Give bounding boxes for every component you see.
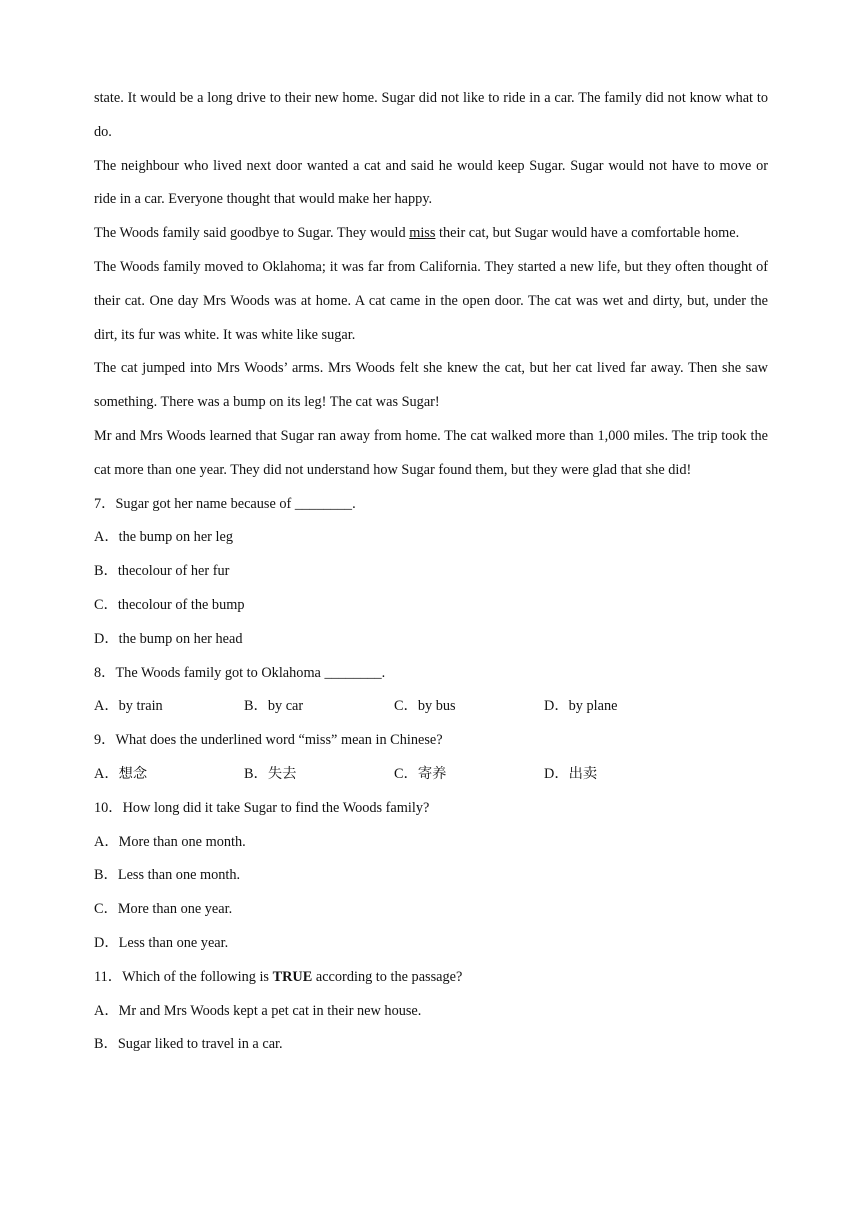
question-10-option-d: D．Less than one year.: [94, 934, 229, 951]
question-7-option-b: B．thecolour of her fur: [94, 563, 230, 580]
question-8-option-b: B．by car: [244, 698, 304, 715]
question-8-stem: 8．The Woods family got to Oklahoma ________.: [94, 664, 386, 681]
question-10-stem: 10．How long did it take Sugar to find the Woods family?: [94, 799, 430, 816]
question-9-options: [94, 758, 768, 792]
question-9-stem: 9．What does the underlined word “miss” mean in Chinese?: [94, 732, 443, 749]
question-8-option-a: A．by train: [94, 698, 163, 715]
question-7-option-c: C．thecolour of the bump: [94, 596, 245, 613]
question-11-stem: [94, 961, 768, 995]
question-9-option-c: C．寄养: [394, 765, 447, 782]
question-7-option-d: D．the bump on her head: [94, 630, 243, 647]
question-10-option-b: B．Less than one month.: [94, 867, 241, 884]
passage-paragraph-3: [94, 217, 768, 251]
question-8-options: [94, 690, 768, 724]
question-11-option-a: A．Mr and Mrs Woods kept a pet cat in their new house.: [94, 1002, 422, 1019]
passage-paragraph-6: Mr and Mrs Woods learned that Sugar ran away from home. The cat walked more than 1,000 miles. The trip took the cat more than one year. They did not understand how Sugar found them, but they were glad that she did!: [94, 427, 768, 478]
question-11-stem-before: 11．Which of the following is: [94, 968, 273, 985]
paragraph-3-text-after: their cat, but Sugar would have a comfortable home.: [435, 225, 740, 242]
question-11-stem-after: according to the passage?: [312, 968, 463, 985]
question-10-option-a: A．More than one month.: [94, 833, 246, 850]
question-7-option-a: A．the bump on her leg: [94, 529, 233, 546]
question-11-stem-bold: TRUE: [272, 968, 313, 985]
document-page: [94, 82, 768, 1062]
passage-paragraph-4: The Woods family moved to Oklahoma; it was far from California. They started a new life, but they often thought of their cat. One day Mrs Woods was at home. A cat came in the open door. The cat was wet and dirty, but, under the dirt, its fur was white. It was white like sugar.: [94, 258, 768, 343]
question-7-stem: 7．Sugar got her name because of ________.: [94, 495, 356, 512]
question-11-option-b: B．Sugar liked to travel in a car.: [94, 1036, 283, 1053]
passage-paragraph-5: The cat jumped into Mrs Woods’ arms. Mrs Woods felt she knew the cat, but her cat lived far away. Then she saw something. There was a bump on its leg! The cat was Sugar!: [94, 360, 768, 411]
paragraph-3-text-before: The Woods family said goodbye to Sugar. They would: [94, 225, 410, 242]
question-9-option-a: A．想念: [94, 765, 148, 782]
question-9-option-b: B．失去: [244, 765, 297, 782]
question-8-option-c: C．by bus: [394, 698, 456, 715]
underlined-word-miss: miss: [409, 225, 436, 242]
passage-paragraph-2: The neighbour who lived next door wanted a cat and said he would keep Sugar. Sugar would not have to move or ride in a car. Everyone thought that would make her happy.: [94, 157, 768, 208]
question-10-option-c: C．More than one year.: [94, 901, 233, 918]
question-9-option-d: D．出卖: [544, 765, 598, 782]
passage-paragraph-1: state. It would be a long drive to their new home. Sugar did not like to ride in a car. The family did not know what to do.: [94, 90, 768, 140]
question-8-option-d: D．by plane: [544, 698, 618, 715]
